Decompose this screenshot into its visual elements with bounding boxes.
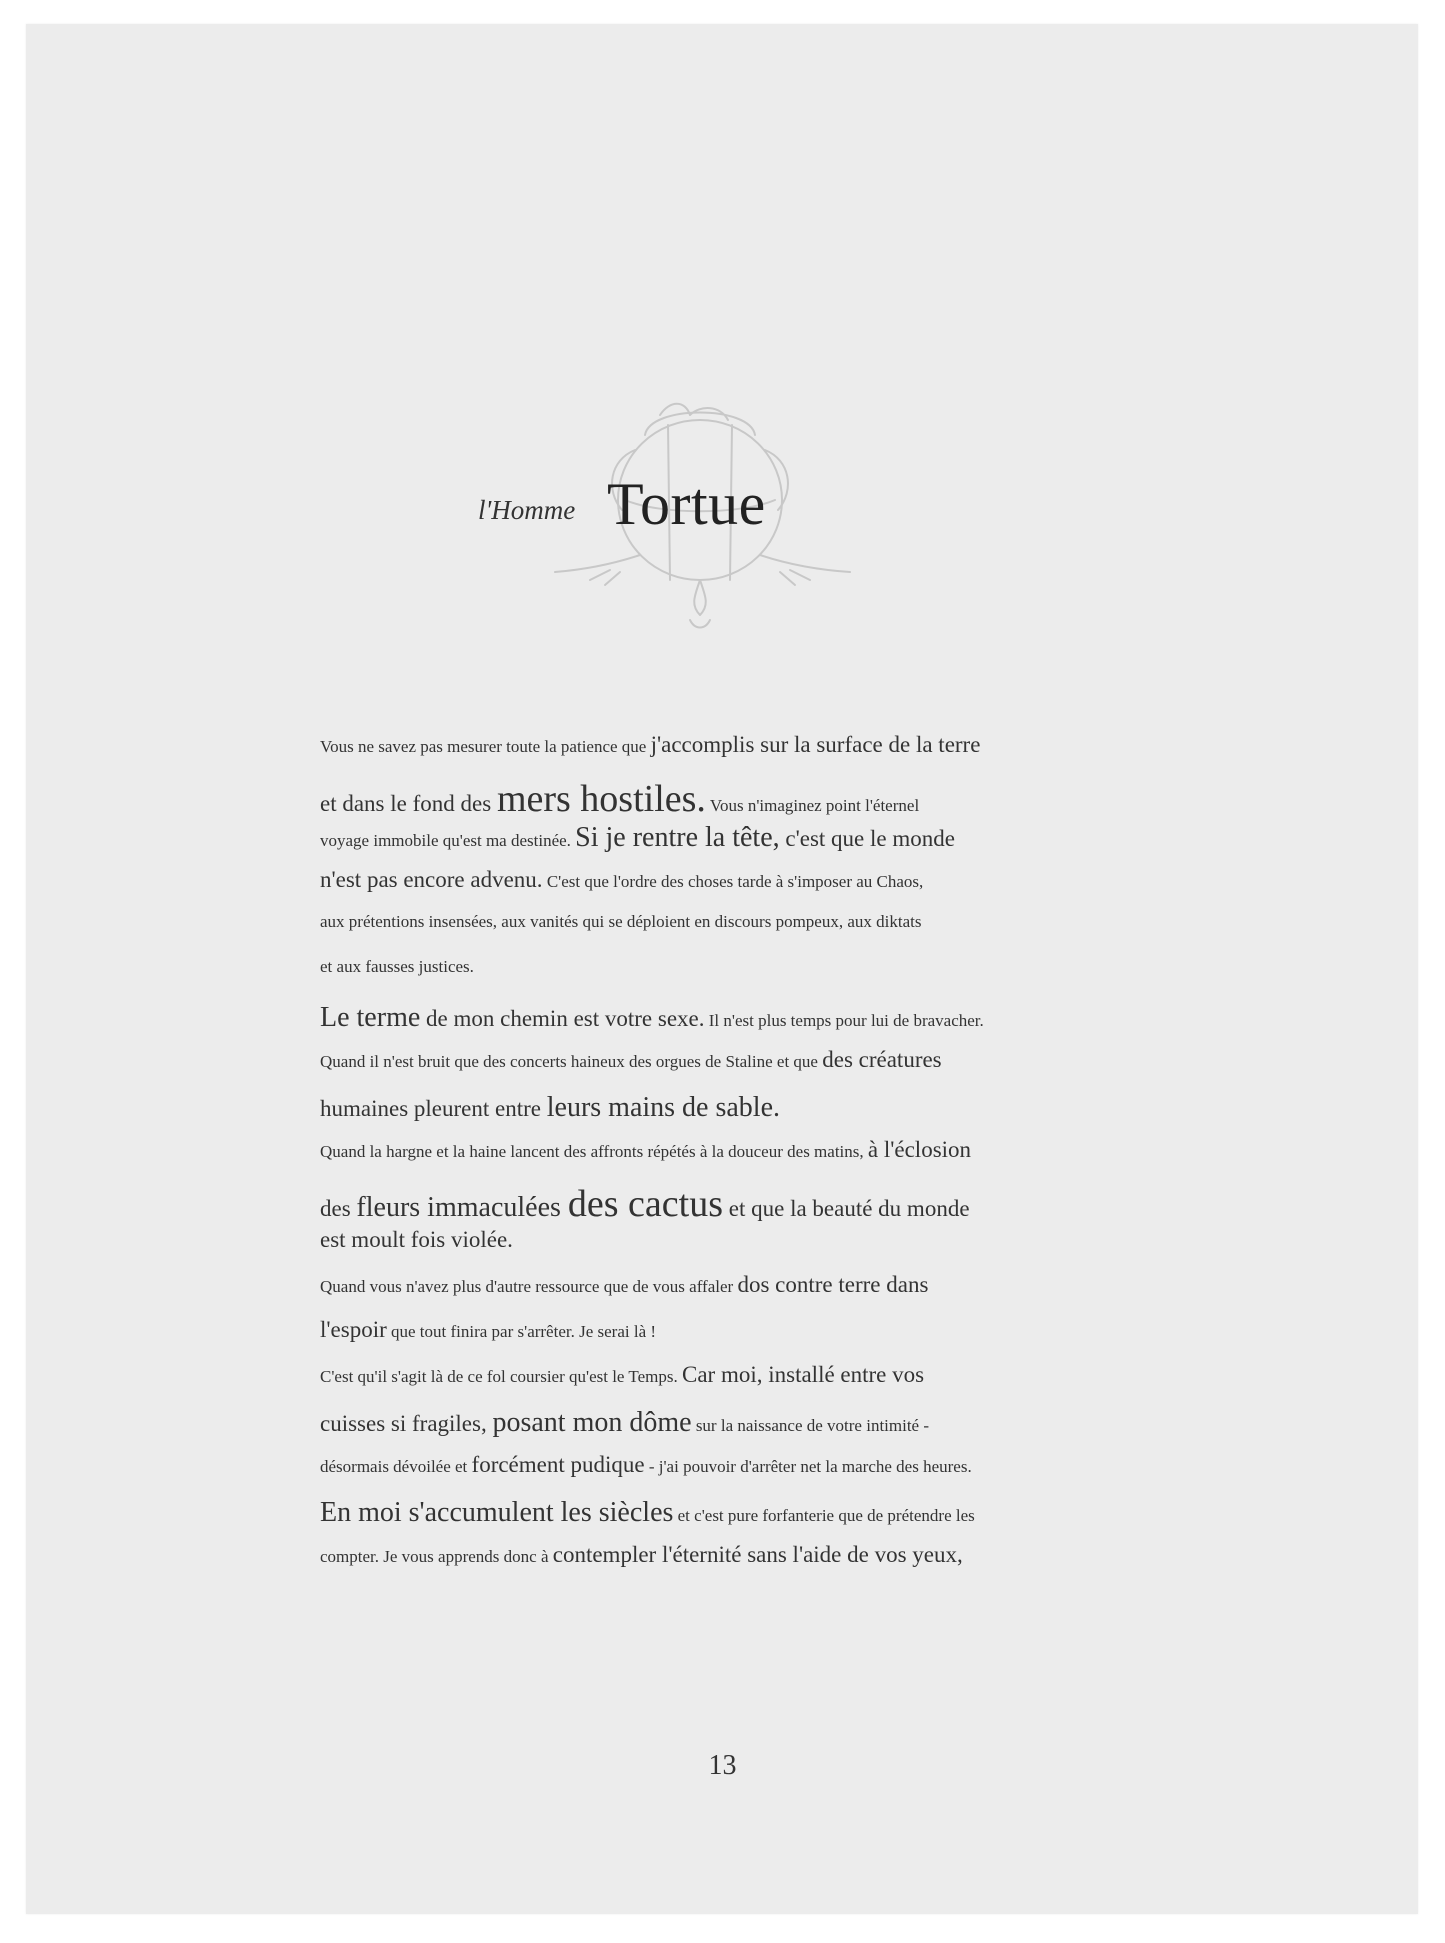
- text-line: [320, 1317, 1220, 1362]
- text-run: Quand il n'est bruit que des concerts haineux des orgues de Staline et que: [320, 1052, 823, 1071]
- text-run: Si je rentre la tête,: [575, 822, 780, 853]
- page-number: 13: [708, 1750, 737, 1781]
- text-run: aux prétentions insensées, aux vanités qui se déploient en discours pompeux, aux diktats: [320, 912, 922, 931]
- text-line: [320, 822, 1220, 867]
- text-run: et dans le fond des: [320, 791, 497, 816]
- text-run: compter. Je vous apprends donc à: [320, 1547, 553, 1566]
- text-line: [320, 867, 1220, 912]
- text-run: et aux fausses justices.: [320, 957, 474, 976]
- text-run: c'est que le monde: [779, 826, 955, 851]
- text-run: dos contre terre dans: [737, 1272, 929, 1297]
- text-run: j'accomplis sur la surface de la terre: [650, 732, 981, 757]
- text-run: contempler l'éternité sans l'aide de vos yeux,: [552, 1542, 963, 1567]
- text-run: Il n'est plus temps pour lui de bravacher.: [704, 1011, 984, 1030]
- text-line: [320, 1092, 1220, 1137]
- text-run: humaines pleurent entre: [320, 1096, 547, 1121]
- text-line: [320, 1362, 1220, 1407]
- text-line: [320, 1452, 1220, 1497]
- text-run: sur la naissance de votre intimité -: [691, 1416, 930, 1435]
- text-line: [320, 1272, 1220, 1317]
- text-line: [320, 1137, 1220, 1182]
- text-run: mers hostiles.: [496, 778, 706, 820]
- text-run: à l'éclosion: [867, 1137, 972, 1162]
- text-run: Vous n'imaginez point l'éternel: [705, 796, 920, 815]
- text-line: [320, 1002, 1220, 1047]
- text-run: Vous ne savez pas mesurer toute la patience que: [320, 737, 651, 756]
- text-run: voyage immobile qu'est ma destinée.: [320, 831, 576, 850]
- text-run: est moult fois violée.: [320, 1227, 513, 1252]
- text-run: n'est pas encore advenu.: [320, 867, 543, 892]
- text-run: leurs mains de sable.: [546, 1092, 781, 1123]
- text-line: [320, 1047, 1220, 1092]
- text-run: et que la beauté du monde: [723, 1196, 970, 1221]
- text-run: des cactus: [567, 1183, 724, 1225]
- text-line: [320, 957, 1220, 1002]
- text-run: posant mon dôme: [492, 1407, 692, 1438]
- page-title: Tortue: [607, 471, 766, 537]
- text-run: C'est que l'ordre des choses tarde à s'imposer au Chaos,: [542, 872, 924, 891]
- title-prefix: l'Homme: [478, 495, 576, 525]
- text-run: et c'est pure forfanterie que de prétendre les: [673, 1506, 975, 1525]
- text-line: [320, 912, 1220, 957]
- text-run: C'est qu'il s'agit là de ce fol coursier qu'est le Temps.: [320, 1367, 682, 1386]
- text-run: que tout finira par s'arrêter. Je serai là !: [386, 1322, 657, 1341]
- text-run: des: [320, 1196, 357, 1221]
- text-run: l'espoir: [320, 1317, 387, 1342]
- text-line: [320, 732, 1220, 777]
- text-run: Car moi, installé entre vos: [682, 1362, 925, 1387]
- text-line: [320, 1227, 1220, 1272]
- text-line: [320, 1542, 1220, 1587]
- text-run: des créatures: [822, 1047, 942, 1072]
- body-text: [320, 732, 1220, 1587]
- text-run: de mon chemin est votre sexe.: [420, 1006, 705, 1031]
- text-run: - j'ai pouvoir d'arrêter net la marche des heures.: [644, 1457, 972, 1476]
- text-run: Quand la hargne et la haine lancent des affronts répétés à la douceur des matins,: [320, 1142, 868, 1161]
- text-run: désormais dévoilée et: [320, 1457, 472, 1476]
- text-line: [320, 1182, 1220, 1227]
- text-line: [320, 1497, 1220, 1542]
- text-run: fleurs immaculées: [356, 1192, 568, 1223]
- text-line: [320, 777, 1220, 822]
- text-line: [320, 1407, 1220, 1452]
- text-run: Le terme: [320, 1002, 421, 1033]
- text-run: forcément pudique: [471, 1452, 645, 1477]
- text-run: En moi s'accumulent les siècles: [320, 1497, 674, 1528]
- text-run: cuisses si fragiles,: [320, 1411, 493, 1436]
- text-run: Quand vous n'avez plus d'autre ressource que de vous affaler: [320, 1277, 738, 1296]
